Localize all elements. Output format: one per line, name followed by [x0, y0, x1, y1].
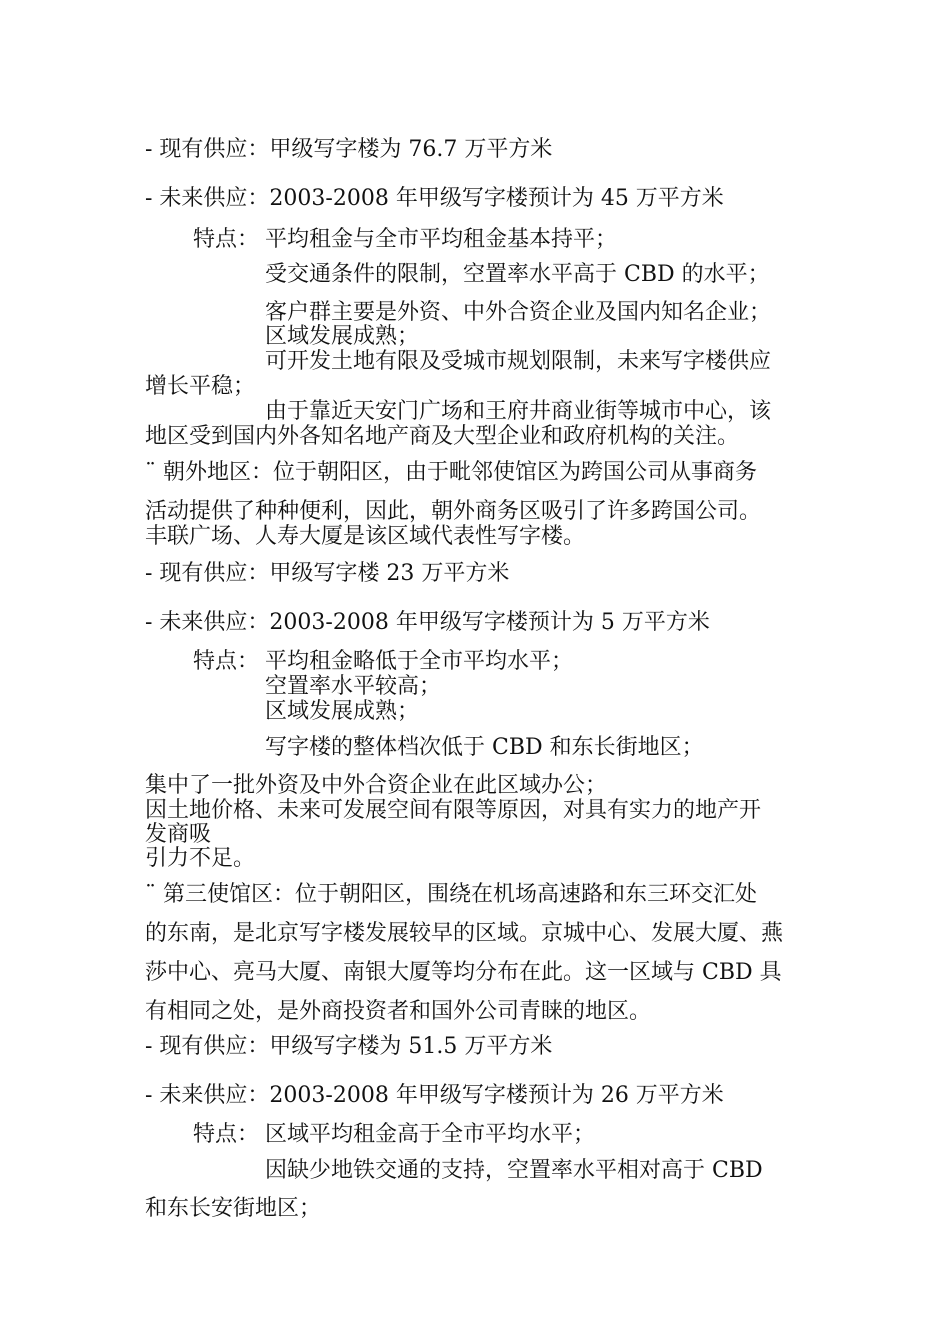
feature-line: 可开发土地有限及受城市规划限制，未来写字楼供应 — [265, 349, 772, 374]
supply-future-line: - 未来供应：2003-2008 年甲级写字楼预计为 45 万平方米 — [145, 186, 724, 211]
features-label: 特点： — [193, 649, 260, 674]
feature-line: 集中了一批外资及中外合资企业在此区域办公； — [145, 773, 608, 798]
supply-future-line: - 未来供应：2003-2008 年甲级写字楼预计为 5 万平方米 — [145, 610, 710, 635]
feature-line: 因土地价格、未来可发展空间有限等原因，对具有实力的地产开 — [145, 798, 762, 823]
feature-line: 区域发展成熟； — [265, 324, 420, 349]
feature-line: 地区受到国内外各知名地产商及大型企业和政府机构的关注。 — [145, 424, 740, 449]
section-intro-line: 活动提供了种种便利，因此，朝外商务区吸引了许多跨国公司。 — [145, 499, 762, 524]
section-intro-line: 的东南，是北京写字楼发展较早的区域。京城中心、发展大厦、燕 — [145, 921, 784, 946]
feature-line: 平均租金略低于全市平均水平； — [265, 649, 574, 674]
feature-line: 引力不足。 — [145, 846, 256, 871]
feature-line: 写字楼的整体档次低于 CBD 和东长街地区； — [265, 735, 704, 760]
supply-current-line: - 现有供应：甲级写字楼为 76.7 万平方米 — [145, 137, 553, 162]
supply-current-line: - 现有供应：甲级写字楼为 51.5 万平方米 — [145, 1034, 553, 1059]
section-intro-line: 莎中心、亮马大厦、南银大厦等均分布在此。这一区域与 CBD 具 — [145, 960, 782, 985]
feature-line: 平均租金与全市平均租金基本持平； — [265, 227, 618, 252]
feature-line: 增长平稳； — [145, 374, 256, 399]
feature-line: 由于靠近天安门广场和王府井商业街等城市中心，该 — [265, 399, 772, 424]
features-label: 特点： — [193, 227, 260, 252]
section-intro-line: ¨ 第三使馆区：位于朝阳区，围绕在机场高速路和东三环交汇处 — [145, 882, 757, 907]
feature-line: 发商吸 — [145, 822, 212, 847]
supply-current-line: - 现有供应：甲级写字楼 23 万平方米 — [145, 561, 510, 586]
features-label: 特点： — [193, 1122, 260, 1147]
feature-line: 受交通条件的限制，空置率水平高于 CBD 的水平； — [265, 262, 770, 287]
feature-line: 区域发展成熟； — [265, 699, 420, 724]
supply-future-line: - 未来供应：2003-2008 年甲级写字楼预计为 26 万平方米 — [145, 1083, 724, 1108]
feature-line: 区域平均租金高于全市平均水平； — [265, 1122, 596, 1147]
feature-line: 客户群主要是外资、中外合资企业及国内知名企业； — [265, 300, 772, 325]
feature-line: 因缺少地铁交通的支持，空置率水平相对高于 CBD — [265, 1158, 763, 1183]
section-intro-line: ¨ 朝外地区：位于朝阳区，由于毗邻使馆区为跨国公司从事商务 — [145, 460, 757, 485]
feature-line: 和东长安街地区； — [145, 1196, 322, 1221]
section-intro-line: 有相同之处，是外商投资者和国外公司青睐的地区。 — [145, 999, 652, 1024]
section-intro-line: 丰联广场、人寿大厦是该区域代表性写字楼。 — [145, 524, 586, 549]
feature-line: 空置率水平较高； — [265, 674, 442, 699]
